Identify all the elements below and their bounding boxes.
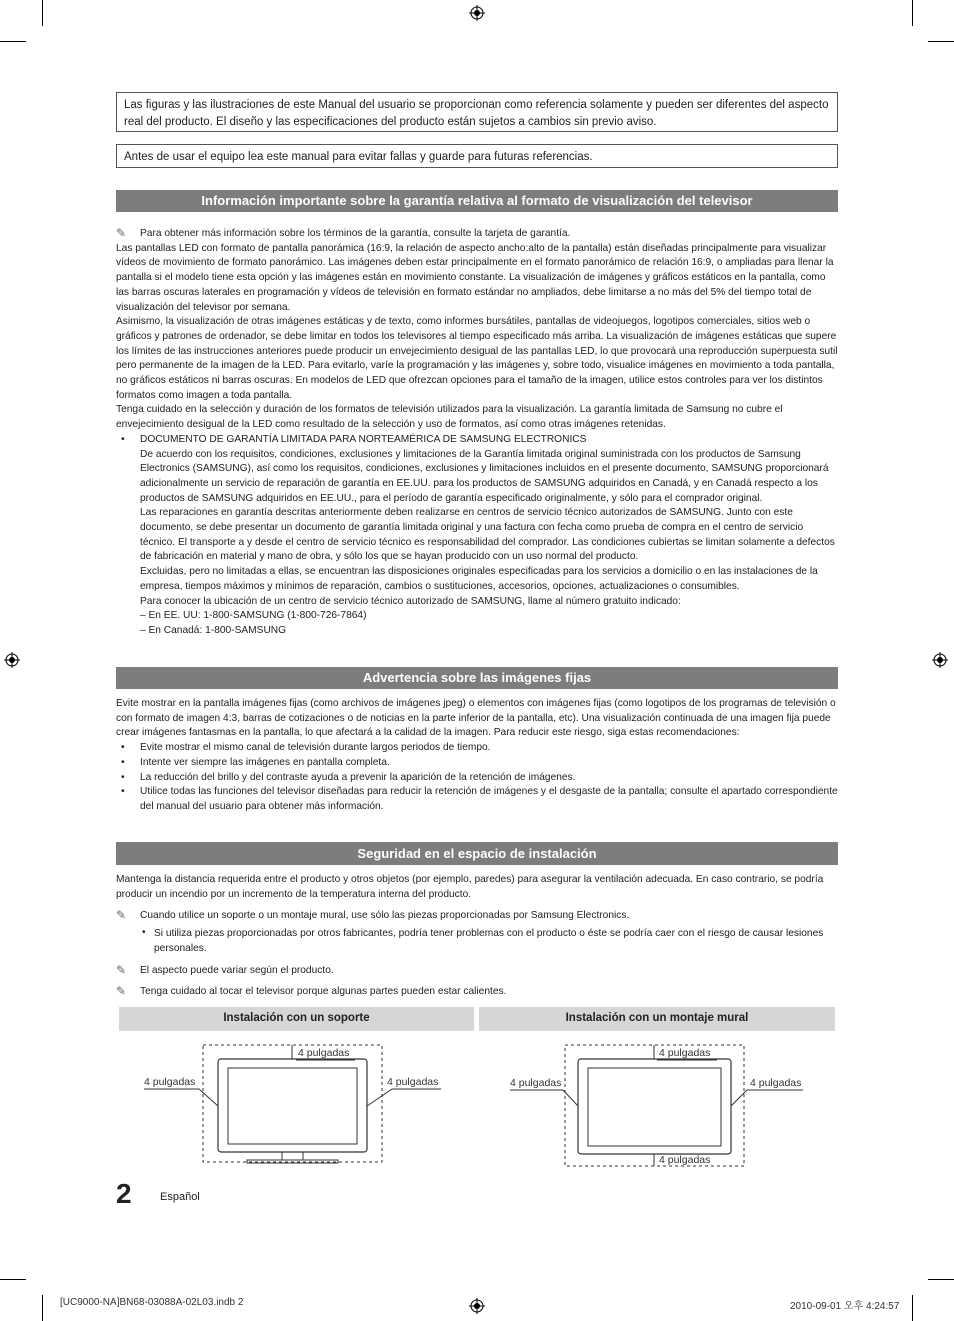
- left-clearance-label: 4 pulgadas: [144, 1076, 196, 1088]
- warranty-paragraph: Tenga cuidado en la selección y duración de los formatos de televisión utilizados para la visualización. La garantía limitada de Samsung no cubre el envejecimiento desigual de la LED como resultado de la selección y uso de formatos, así como otras imágenes retenidas.: [116, 404, 783, 431]
- still-images-bullet: [116, 756, 838, 771]
- stand-installation-header: Instalación con un soporte: [119, 1007, 474, 1031]
- pencil-note-icon: ✎: [116, 226, 127, 240]
- installation-paragraph: Mantenga la distancia requerida entre el producto y otros objetos (por ejemplo, paredes) para asegurar la ventilación adecuada. En caso contrario, se podría producir un incendio por un incremento de la temperatura interna del producto.: [116, 874, 824, 900]
- warranty-paragraph: Para conocer la ubicación de un centro de servicio técnico autorizado de SAMSUNG, llame al número gratuito indicado:: [140, 595, 681, 607]
- still-images-bullet: [116, 741, 838, 756]
- pencil-note-icon: ✎: [116, 984, 127, 999]
- print-date-info: 2010-09-01 오후 4:24:57: [790, 1301, 900, 1312]
- still-images-section-body: [116, 697, 838, 815]
- crop-mark: [912, 1295, 913, 1321]
- bottom-clearance-label: 4 pulgadas: [659, 1154, 711, 1166]
- still-images-bullet-text: Intente ver siempre las imágenes en pantalla completa.: [140, 756, 390, 768]
- phone-canada: – En Canadá: 1-800-SAMSUNG: [140, 624, 287, 636]
- warranty-paragraph: De acuerdo con los requisitos, condiciones, exclusiones y limitaciones de la Garantía limitada original suministrada con los productos de Samsung Electronics (SAMSUNG), así como los requisitos, condiciones, exclusiones y limitaciones incluidos en el presente documento, SAMSUNG proporcionará adicionalmente un servicio de reparación de garantía en EE.UU. para los productos de SAMSUNG adquiridos en Canadá, y en Canadá respecto a los productos de SAMSUNG adquiridos en EE.UU., para el período de garantía especificado originalmente, y sólo para el comprador original.: [140, 448, 829, 504]
- still-images-paragraph: Evite mostrar en la pantalla imágenes fijas (como archivos de imágenes jpeg) o elementos con imágenes fijas (como logotipos de los programas de televisión o con formato de imagen 4:3, barras de cotizaciones o de noticias en la parte inferior de la pantalla, etc). Una visualización continuada de una imagen fija puede crear imágenes fantasmas en la pantalla, lo que afectará a la calidad de la imagen. Para reducir este riesgo, siga estas recomendaciones:: [116, 698, 836, 739]
- installation-note-text: Cuando utilice un soporte o un montaje mural, use sólo las piezas proporcionadas por Samsung Electronics.: [140, 910, 630, 922]
- installation-note: [116, 909, 838, 924]
- top-clearance-label: 4 pulgadas: [659, 1047, 711, 1059]
- pencil-note-icon: ✎: [116, 962, 127, 977]
- stand-installation-diagram: [119, 1036, 474, 1170]
- crop-mark: [912, 0, 913, 26]
- installation-sub-bullet: [116, 927, 838, 956]
- warranty-note: [116, 227, 838, 242]
- read-notice-text: Antes de usar el equipo lea este manual para evitar fallas y guarde para futuras referencias.: [124, 151, 593, 163]
- registration-mark-icon: [469, 1298, 485, 1314]
- crop-mark: [928, 1279, 954, 1280]
- still-images-bullet-text: Utilice todas las funciones del televisor diseñadas para reducir la retención de imágenes y el desgaste de la pantalla; consulte el apartado correspondiente del manual del usuario para obtener más información.: [140, 786, 838, 812]
- crop-mark: [0, 41, 26, 42]
- warranty-section-body: [116, 227, 838, 639]
- still-images-section-title: Advertencia sobre las imágenes fijas: [116, 667, 838, 689]
- read-notice-box: [116, 144, 838, 168]
- bullet-icon: •: [142, 927, 146, 939]
- wall-installation-diagram: [479, 1036, 835, 1170]
- top-clearance-label: 4 pulgadas: [298, 1047, 350, 1059]
- still-images-bullet-text: Evite mostrar el mismo canal de televisión durante largos periodos de tiempo.: [140, 742, 491, 754]
- installation-note: [116, 964, 838, 979]
- intro-notice-text: Las figuras y las ilustraciones de este Manual del usuario se proporcionan como referencia solamente y pueden ser diferentes del aspecto real del producto. El diseño y las especificaciones del producto están sujetos a cambios sin previo aviso.: [124, 99, 829, 128]
- installation-section-title: Seguridad en el espacio de instalación: [116, 842, 838, 865]
- crop-mark: [928, 41, 954, 42]
- registration-mark-icon: [4, 652, 20, 668]
- installation-section-body: [116, 873, 838, 1000]
- print-file-info: [UC9000-NA]BN68-03088A-02L03.indb 2: [60, 1297, 244, 1308]
- right-clearance-label: 4 pulgadas: [387, 1076, 439, 1088]
- left-clearance-label: 4 pulgadas: [510, 1077, 562, 1089]
- page-language: Español: [160, 1191, 200, 1203]
- warranty-bullet: [116, 433, 838, 448]
- installation-note-text: El aspecto puede variar según el producto.: [140, 964, 334, 976]
- warranty-section-title: Información importante sobre la garantía relativa al formato de visualización del televisor: [116, 190, 838, 212]
- page-number: 2: [116, 1178, 132, 1209]
- bullet-icon: •: [121, 742, 125, 754]
- warranty-paragraph: Las reparaciones en garantía descritas anteriormente deben realizarse en centros de servicio técnico autorizados de SAMSUNG. Junto con este documento, se debe presentar un documento de garantía limitada original y una factura con fecha como prueba de compra en el centro de servicio técnico. El transporte a y desde el centro de servicio técnico es responsabilidad del comprador. Las condiciones cubiertas se limitan solamente a defectos de fabricación en material y mano de obra, y sólo los que se hayan producido con un uso normal del producto.: [140, 507, 835, 563]
- registration-mark-icon: [932, 652, 948, 668]
- crop-mark: [42, 0, 43, 26]
- phone-us: – En EE. UU: 1-800-SAMSUNG (1-800-726-7864): [140, 610, 367, 622]
- warranty-paragraph: Las pantallas LED con formato de pantalla panorámica (16:9, la relación de aspecto ancho:alto de la pantalla) están diseñadas principalmente para visualizar vídeos de movimiento de formato panorámico. Las imágenes deben estar principalmente en el formato panorámico de relación 16:9, o ampliadas para llenar la pantalla si el modelo tiene esta opción y las imágenes están en movimiento constante. La visualización de imágenes y gráficos estáticos en la pantalla, como las barras oscuras laterales en programación y vídeos de televisión en formato estándar no ampliados, debe limitarse a no más del 5% del tiempo total de visualización del televisor por semana.: [116, 242, 834, 313]
- warranty-paragraph: Excluidas, pero no limitadas a ellas, se encuentran las disposiciones originales especificadas para los servicios a domicilio o en las instalaciones de la empresa, tiempos máximos y mínimos de reparación, cambios o sustituciones, accesorios, opciones, actualizaciones o consumibles.: [140, 566, 818, 592]
- bullet-icon: •: [121, 756, 125, 768]
- intro-notice-box: [116, 92, 838, 132]
- bullet-icon: •: [121, 433, 125, 445]
- warranty-bullet-text: DOCUMENTO DE GARANTÍA LIMITADA PARA NORTEAMÉRICA DE SAMSUNG ELECTRONICS: [140, 433, 587, 445]
- installation-sub-bullet-text: Si utiliza piezas proporcionadas por otros fabricantes, podría tener problemas con el producto o éste se podría caer con el riesgo de causar lesiones personales.: [154, 928, 824, 954]
- still-images-bullet: [116, 771, 838, 786]
- crop-mark: [42, 1295, 43, 1321]
- installation-note: [116, 985, 838, 1000]
- right-clearance-label: 4 pulgadas: [750, 1077, 802, 1089]
- still-images-bullet: [116, 785, 838, 814]
- pencil-note-icon: ✎: [116, 908, 127, 923]
- crop-mark: [0, 1279, 26, 1280]
- bullet-icon: •: [121, 771, 125, 783]
- bullet-icon: •: [121, 786, 125, 798]
- warranty-paragraph: Asimismo, la visualización de otras imágenes estáticas y de texto, como informes bursátiles, pantallas de videojuegos, logotipos comerciales, sitios web o gráficos y patrones de ordenador, se debe limitar en todos los televisores al tiempo especificado más arriba. La visualización de imágenes estáticas que supere los límites de las instrucciones anteriores puede producir un envejecimiento desigual de las pantallas LED, lo que provocará una reproducción superpuesta sutil pero permanente de la imagen de la LED. Para evitarlo, varíe la programación y las imágenes y, sobre todo, visualice imágenes en movimiento a toda pantalla, no gráficos estáticos ni barras oscuras. En modelos de LED que ofrezcan opciones para el tamaño de la imagen, utilice estos controles para ver los distintos formatos como imagen a toda pantalla.: [116, 316, 838, 401]
- installation-note-text: Tenga cuidado al tocar el televisor porque algunas partes pueden estar calientes.: [140, 986, 507, 998]
- still-images-bullet-text: La reducción del brillo y del contraste ayuda a prevenir la aparición de la retención de imágenes.: [140, 771, 576, 783]
- wall-installation-header: Instalación con un montaje mural: [479, 1007, 835, 1031]
- registration-mark-icon: [469, 5, 485, 21]
- warranty-note-text: Para obtener más información sobre los términos de la garantía, consulte la tarjeta de garantía.: [140, 228, 571, 239]
